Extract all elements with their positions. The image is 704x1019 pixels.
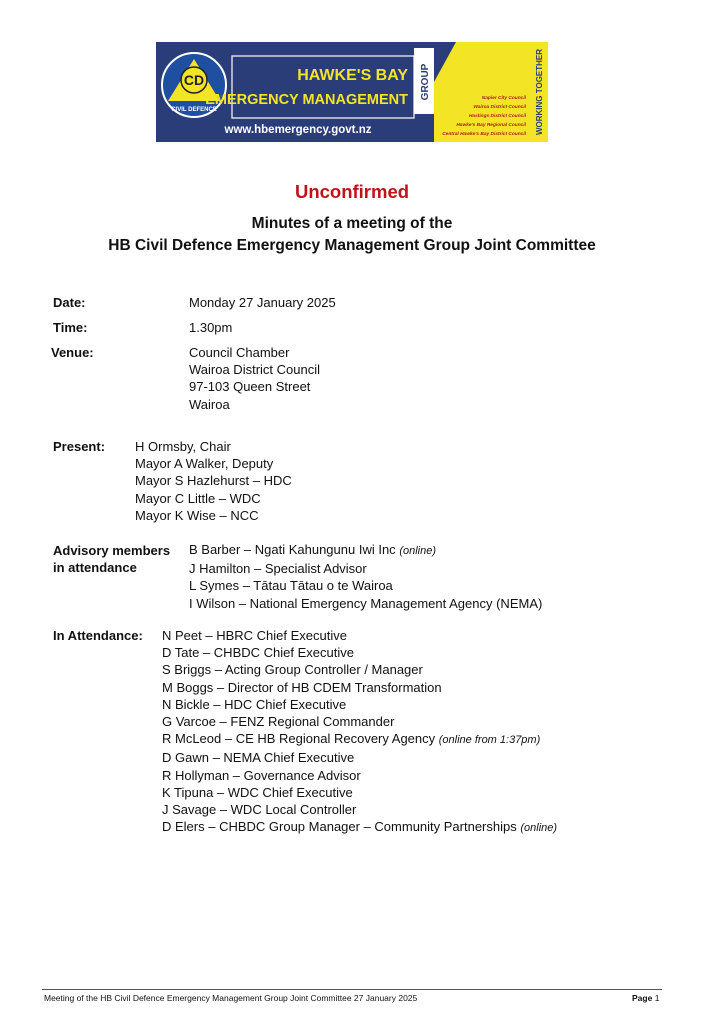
present-member: Mayor K Wise – NCC: [135, 507, 259, 523]
org-name-line1: HAWKE'S BAY: [297, 67, 408, 84]
cd-letters: CD: [183, 72, 205, 88]
attendee: K Tipuna – WDC Chief Executive: [162, 784, 353, 800]
present-member: H Ormsby, Chair: [135, 439, 231, 454]
attendee: G Varcoe – FENZ Regional Commander: [162, 714, 395, 730]
attendee: D Tate – CHBDC Chief Executive: [162, 645, 354, 661]
present-member: Mayor A Walker, Deputy: [135, 456, 274, 472]
present-member: Mayor C Little – WDC: [135, 490, 261, 506]
footer-page-number: [632, 993, 659, 1003]
advisory-label: [53, 542, 170, 576]
footer-page-value: 1: [654, 993, 660, 1003]
venue-label: Venue:: [51, 345, 94, 360]
attendee-note: (online): [520, 822, 558, 835]
cd-ring-text: CIVIL DEFENCE: [171, 107, 217, 113]
advisory-member: [189, 595, 542, 612]
time-value: 1.30pm: [189, 320, 233, 335]
logo-tagline: WORKING TOGETHER: [535, 48, 544, 136]
attendee-text: R McLeod – CE HB Regional Recovery Agency: [162, 731, 436, 747]
attendee: [162, 730, 557, 749]
advisory-member-note: (online): [399, 545, 436, 557]
attendee-text: D Elers – CHBDC Group Manager – Community Partnerships: [162, 819, 517, 835]
advisory-member-text: J Hamilton – Specialist Advisor: [189, 561, 367, 577]
advisory-member-text: L Symes – Tātau Tātau o te Wairoa: [189, 578, 393, 594]
advisory-list: [189, 541, 542, 612]
attendee: D Gawn – NEMA Chief Executive: [162, 750, 355, 766]
time-label: Time:: [53, 320, 88, 335]
venue-address: [189, 344, 320, 413]
present-member: Mayor S Hazlehurst – HDC: [135, 473, 292, 489]
advisory-member-text: B Barber – Ngati Kahungunu Iwi Inc: [189, 542, 396, 557]
council-name: Hawke's Bay Regional Council: [456, 123, 526, 128]
present-list: [135, 438, 292, 524]
advisory-member: [189, 541, 542, 560]
attendee: J Savage – WDC Local Controller: [162, 802, 357, 818]
page-title-line1: Minutes of a meeting of the: [251, 215, 453, 232]
advisory-label-line2: in attendance: [53, 560, 137, 576]
present-label: Present:: [53, 439, 106, 454]
logo-url: www.hbemergency.govt.nz: [224, 124, 372, 136]
advisory-member: [189, 577, 542, 594]
council-name: Central Hawke's Bay District Council: [442, 132, 526, 137]
attendee-note: (online from 1:37pm): [438, 734, 541, 747]
venue-line: Wairoa District Council: [189, 362, 320, 378]
venue-line: Council Chamber: [189, 345, 290, 360]
attendance-label: In Attendance:: [53, 628, 143, 643]
footer-meeting-text: Meeting of the HB Civil Defence Emergency Management Group Joint Committee 27 January 2025: [44, 993, 418, 1003]
attendee: S Briggs – Acting Group Controller / Manager: [162, 662, 423, 678]
venue-line: Wairoa: [189, 396, 230, 412]
date-value: Monday 27 January 2025: [189, 295, 336, 310]
attendee: [162, 818, 557, 837]
attendee: N Bickle – HDC Chief Executive: [162, 696, 347, 712]
org-name-line2: EMERGENCY MANAGEMENT: [205, 92, 408, 108]
council-name: Hastings District Council: [468, 114, 526, 119]
attendee: R Hollyman – Governance Advisor: [162, 767, 361, 783]
attendance-list: [162, 627, 557, 837]
footer-divider: [42, 989, 662, 990]
footer-page-label: Page: [632, 993, 653, 1003]
group-label: GROUP: [420, 63, 431, 101]
page-title-line2: HB Civil Defence Emergency Management Group Joint Committee: [108, 237, 596, 254]
advisory-member-text: I Wilson – National Emergency Management Agency (NEMA): [189, 595, 543, 611]
council-name: Napier City Council: [481, 96, 526, 101]
attendee: N Peet – HBRC Chief Executive: [162, 628, 347, 643]
minutes-status: Unconfirmed: [294, 181, 410, 202]
advisory-label-line1: Advisory members: [53, 543, 171, 558]
hb-emergency-logo-banner: [156, 42, 548, 142]
council-name: Wairoa District Council: [473, 105, 526, 110]
attendee: M Boggs – Director of HB CDEM Transformation: [162, 679, 442, 695]
date-label: Date:: [53, 295, 86, 310]
venue-line: 97-103 Queen Street: [189, 379, 311, 395]
advisory-member: [189, 560, 542, 577]
